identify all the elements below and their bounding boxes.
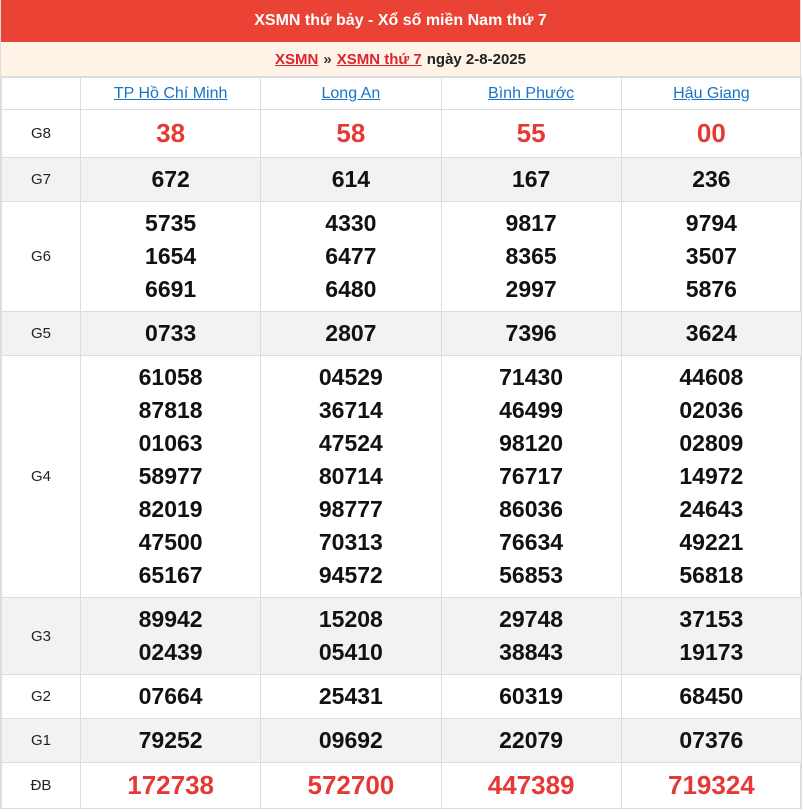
prize-number: 9794 — [685, 210, 737, 236]
prize-cell — [81, 356, 261, 598]
prize-cell — [81, 675, 261, 719]
prize-number: 0733 — [145, 320, 197, 346]
prize-row-g8 — [2, 110, 802, 158]
prize-label: ĐB — [2, 763, 81, 809]
prize-number: 76634 — [499, 529, 564, 555]
prize-label: G8 — [2, 110, 81, 158]
prize-number: 25431 — [318, 683, 383, 709]
province-link-long-an[interactable]: Long An — [321, 84, 381, 102]
prize-number: 236 — [692, 166, 731, 192]
prize-number: 68450 — [679, 683, 744, 709]
prize-number: 07376 — [679, 727, 744, 753]
prize-number: 5735 — [145, 210, 197, 236]
draw-date: ngày 2-8-2025 — [426, 50, 526, 68]
prize-number: 94572 — [318, 562, 383, 588]
prize-cell — [81, 158, 261, 202]
prize-number: 5876 — [685, 276, 737, 302]
prize-row-g6 — [2, 202, 802, 312]
prize-number: 38843 — [499, 639, 564, 665]
prize-cell — [261, 719, 441, 763]
breadcrumb-link-xsmn-thu-7[interactable]: XSMN thứ 7 — [336, 50, 422, 68]
prize-row-g1 — [2, 719, 802, 763]
prize-cell — [621, 763, 801, 809]
prize-number: 80714 — [318, 463, 383, 489]
prize-label: G3 — [2, 598, 81, 675]
page-title: XSMN thứ bảy - Xổ số miền Nam thứ 7 — [1, 0, 800, 42]
prize-number: 09692 — [318, 727, 383, 753]
prize-label: G5 — [2, 312, 81, 356]
prize-number: 89942 — [138, 606, 203, 632]
prize-cell — [261, 675, 441, 719]
breadcrumb — [1, 42, 800, 77]
prize-number: 1654 — [145, 243, 197, 269]
prize-cell — [261, 763, 441, 809]
prize-number: 86036 — [499, 496, 564, 522]
prize-number: 6480 — [325, 276, 377, 302]
prize-number: 14972 — [679, 463, 744, 489]
prize-number: 2997 — [505, 276, 557, 302]
prize-number: 172738 — [127, 770, 214, 800]
prize-number: 29748 — [499, 606, 564, 632]
province-header — [621, 78, 801, 110]
prize-number: 46499 — [499, 397, 564, 423]
province-link-tp-ho-chi-minh[interactable]: TP Hồ Chí Minh — [113, 84, 228, 102]
prize-number: 55 — [516, 118, 546, 148]
prize-cell — [621, 312, 801, 356]
prize-number: 71430 — [499, 364, 564, 390]
prize-number: 2807 — [325, 320, 377, 346]
prize-cell — [441, 356, 621, 598]
prize-cell — [81, 719, 261, 763]
province-header — [261, 78, 441, 110]
prize-number: 38 — [156, 118, 186, 148]
prize-cell — [441, 158, 621, 202]
prize-cell — [441, 312, 621, 356]
prize-number: 98777 — [318, 496, 383, 522]
prize-cell — [621, 675, 801, 719]
prize-number: 6691 — [145, 276, 197, 302]
prize-number: 05410 — [318, 639, 383, 665]
prize-number: 36714 — [318, 397, 383, 423]
prize-cell — [441, 719, 621, 763]
prize-number: 22079 — [499, 727, 564, 753]
prize-number: 65167 — [138, 562, 203, 588]
prize-label: G1 — [2, 719, 81, 763]
prize-cell — [621, 719, 801, 763]
prize-cell — [441, 110, 621, 158]
empty-corner-cell — [2, 78, 81, 110]
prize-row-g4 — [2, 356, 802, 598]
prize-cell — [81, 110, 261, 158]
prize-label: G4 — [2, 356, 81, 598]
prize-number: 672 — [151, 166, 190, 192]
prize-cell — [261, 598, 441, 675]
prize-number: 61058 — [138, 364, 203, 390]
prize-number: 572700 — [307, 770, 395, 800]
prize-number: 9817 — [505, 210, 557, 236]
prize-number: 47500 — [138, 529, 203, 555]
prize-cell — [621, 202, 801, 312]
prize-cell — [441, 202, 621, 312]
prize-number: 76717 — [499, 463, 564, 489]
prize-number: 49221 — [679, 529, 744, 555]
prize-number: 02439 — [138, 639, 203, 665]
prize-cell — [81, 202, 261, 312]
province-header — [81, 78, 261, 110]
prize-number: 00 — [696, 118, 726, 148]
prize-row-g7 — [2, 158, 802, 202]
prize-cell — [261, 158, 441, 202]
prize-row-g3 — [2, 598, 802, 675]
prize-number: 47524 — [318, 430, 383, 456]
prize-number: 37153 — [679, 606, 744, 632]
prize-number: 58 — [336, 118, 366, 148]
prize-cell — [81, 763, 261, 809]
prize-number: 614 — [331, 166, 371, 192]
prize-cell — [261, 110, 441, 158]
prize-row-g2 — [2, 675, 802, 719]
prize-cell — [441, 763, 621, 809]
prize-number: 19173 — [679, 639, 744, 665]
prize-row-đb — [2, 763, 802, 809]
province-link-binh-phuoc[interactable]: Bình Phước — [488, 84, 575, 102]
prize-cell — [621, 110, 801, 158]
prize-label: G7 — [2, 158, 81, 202]
prize-cell — [621, 356, 801, 598]
prize-cell — [261, 202, 441, 312]
results-table — [1, 77, 802, 809]
prize-number: 7396 — [505, 320, 557, 346]
prize-number: 01063 — [138, 430, 203, 456]
prize-number: 79252 — [138, 727, 203, 753]
prize-number: 44608 — [679, 364, 744, 390]
prize-number: 15208 — [318, 606, 383, 632]
prize-label: G2 — [2, 675, 81, 719]
prize-number: 02036 — [679, 397, 744, 423]
prize-row-g5 — [2, 312, 802, 356]
breadcrumb-separator: » — [323, 50, 332, 68]
prize-number: 60319 — [499, 683, 564, 709]
prize-label: G6 — [2, 202, 81, 312]
prize-number: 56853 — [499, 562, 564, 588]
prize-cell — [621, 158, 801, 202]
province-header — [441, 78, 621, 110]
prize-number: 3624 — [685, 320, 737, 346]
prize-number: 04529 — [318, 364, 383, 390]
prize-number: 3507 — [685, 243, 737, 269]
prize-number: 07664 — [138, 683, 203, 709]
prize-number: 447389 — [487, 770, 575, 800]
prize-cell — [261, 356, 441, 598]
prize-cell — [81, 312, 261, 356]
prize-cell — [621, 598, 801, 675]
prize-cell — [441, 675, 621, 719]
prize-number: 4330 — [325, 210, 377, 236]
prize-cell — [81, 598, 261, 675]
prize-number: 24643 — [679, 496, 744, 522]
prize-number: 98120 — [499, 430, 564, 456]
prize-number: 02809 — [679, 430, 744, 456]
province-link-hau-giang[interactable]: Hậu Giang — [673, 84, 750, 102]
prize-number: 87818 — [138, 397, 203, 423]
prize-number: 58977 — [138, 463, 203, 489]
prize-cell — [441, 598, 621, 675]
breadcrumb-link-xsmn[interactable]: XSMN — [275, 50, 319, 68]
prize-cell — [261, 312, 441, 356]
prize-number: 70313 — [318, 529, 383, 555]
prize-number: 8365 — [505, 243, 557, 269]
prize-number: 6477 — [325, 243, 377, 269]
province-header-row — [2, 78, 802, 110]
prize-number: 719324 — [667, 770, 755, 800]
prize-number: 56818 — [679, 562, 744, 588]
prize-number: 167 — [511, 166, 551, 192]
prize-number: 82019 — [138, 496, 203, 522]
